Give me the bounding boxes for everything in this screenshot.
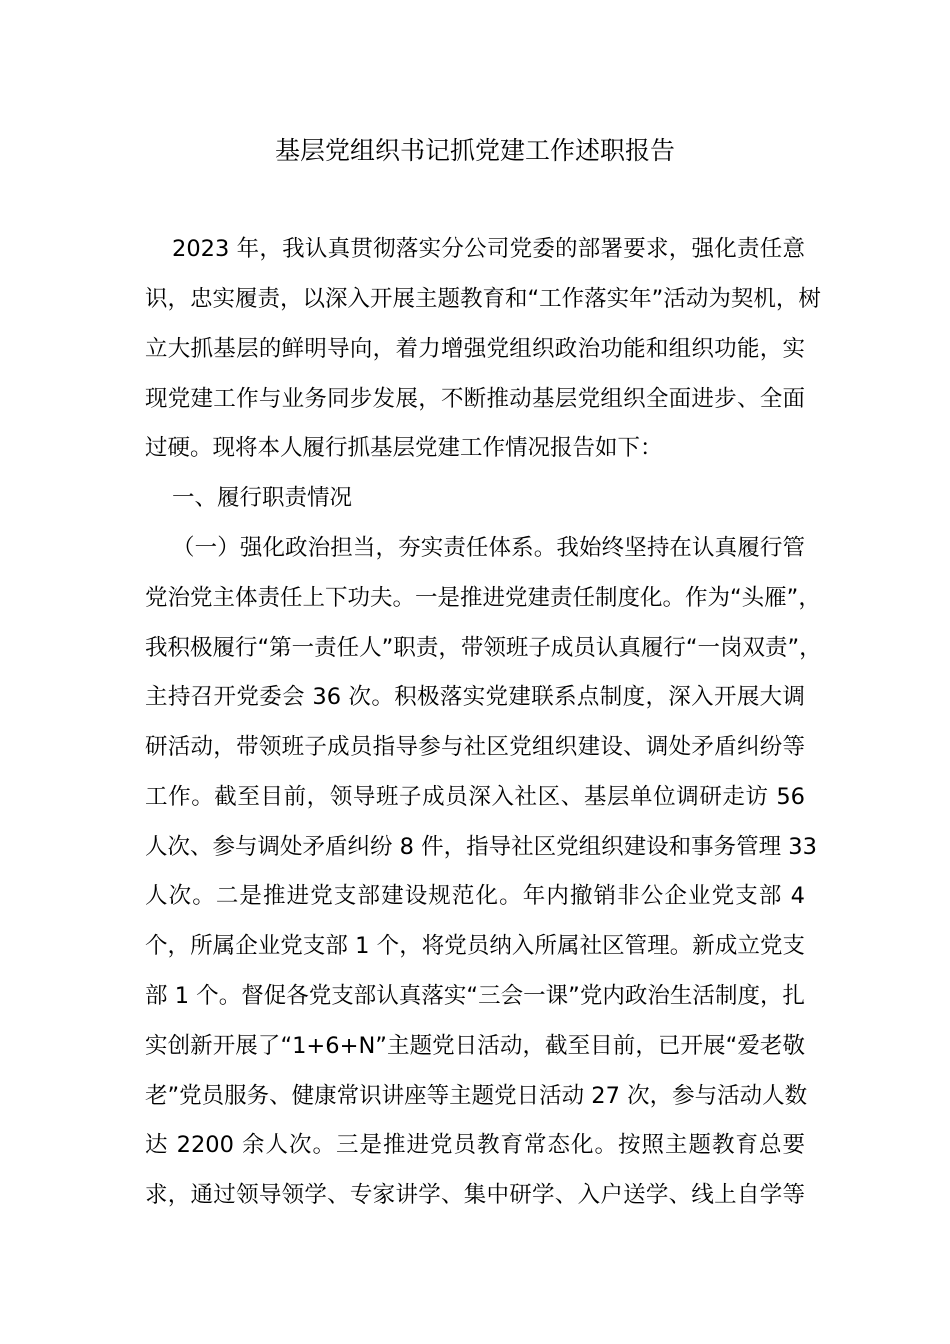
paragraph-line: 求，通过领导领学、专家讲学、集中研学、入户送学、线上自学等 — [145, 1182, 805, 1208]
paragraph-line: 达 2200 余人次。三是推进党员教育常态化。按照主题教育总要 — [145, 1132, 805, 1158]
paragraph-line: （一）强化政治担当，夯实责任体系。我始终坚持在认真履行管 — [172, 535, 805, 561]
paragraph-line: 党治党主体责任上下功夫。一是推进党建责任制度化。作为“头雁”， — [145, 585, 821, 611]
paragraph-line: 老”党员服务、健康常识讲座等主题党日活动 27 次，参与活动人数 — [145, 1083, 808, 1109]
paragraph-line: 我积极履行“第一责任人”职责，带领班子成员认真履行“一岗双责”， — [145, 635, 822, 661]
paragraph-line: 立大抓基层的鲜明导向，着力增强党组织政治功能和组织功能，实 — [145, 336, 805, 362]
paragraph-line: 人次、参与调处矛盾纠纷 8 件，指导社区党组织建设和事务管理 33 — [145, 834, 817, 860]
paragraph-line: 现党建工作与业务同步发展，不断推动基层党组织全面进步、全面 — [145, 386, 805, 412]
paragraph-line: 研活动，带领班子成员指导参与社区党组织建设、调处矛盾纠纷等 — [145, 734, 805, 760]
paragraph-line: 个，所属企业党支部 1 个，将党员纳入所属社区管理。新成立党支 — [145, 933, 805, 959]
paragraph-line: 人次。二是推进党支部建设规范化。年内撤销非公企业党支部 4 — [145, 883, 805, 909]
paragraph-line: 主持召开党委会 36 次。积极落实党建联系点制度，深入开展大调 — [145, 684, 805, 710]
document-title: 基层党组织书记抓党建工作述职报告 — [274, 136, 675, 165]
paragraph-line: 过硬。现将本人履行抓基层党建工作情况报告如下： — [145, 435, 663, 461]
paragraph-line: 实创新开展了“1+6+N”主题党日活动，截至目前，已开展“爱老敬 — [145, 1033, 805, 1059]
section-heading: 一、履行职责情况 — [172, 485, 353, 511]
paragraph-line: 部 1 个。督促各党支部认真落实“三会一课”党内政治生活制度，扎 — [145, 983, 805, 1009]
paragraph-line: 工作。截至目前，领导班子成员深入社区、基层单位调研走访 56 — [145, 784, 805, 810]
paragraph-line: 2023 年，我认真贯彻落实分公司党委的部署要求，强化责任意 — [172, 236, 805, 262]
paragraph-line: 识，忠实履责，以深入开展主题教育和“工作落实年”活动为契机，树 — [145, 286, 821, 312]
